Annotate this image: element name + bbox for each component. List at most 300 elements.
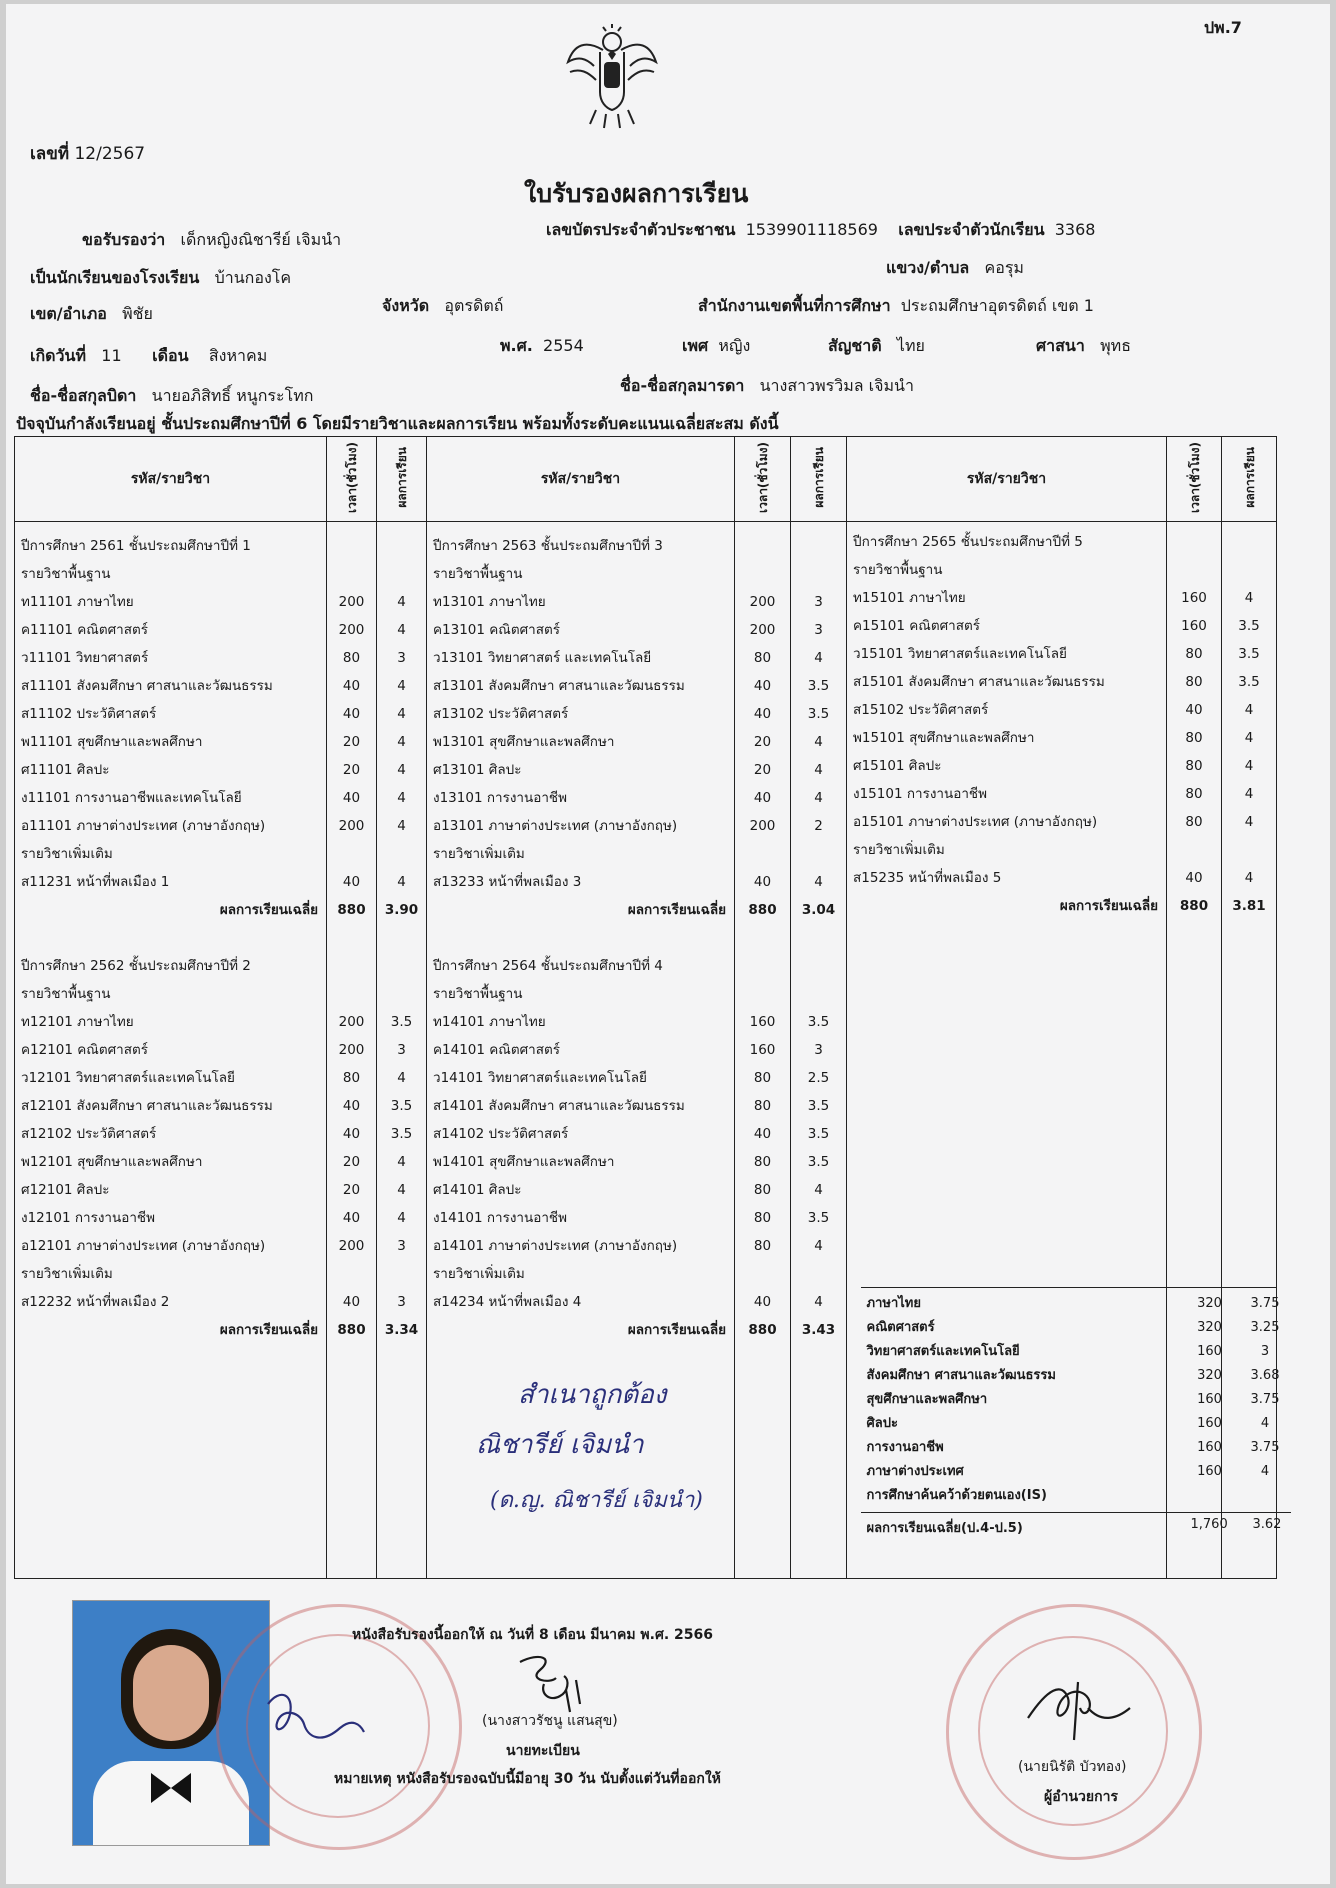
- subject-row: ปีการศึกษา 2563 ชั้นประถมศึกษาปีที่ 3: [433, 538, 663, 554]
- student-name: เด็กหญิงณิชารีย์ เจิมนำ: [180, 230, 342, 249]
- grade-cell: 3: [397, 1294, 406, 1310]
- grade-cell: [377, 532, 426, 560]
- mother-line: [620, 374, 914, 399]
- subject-row: ส13233 หน้าที่พลเมือง 3: [433, 874, 582, 890]
- hours-cell: 40: [753, 1294, 772, 1310]
- subject-row: ท15101 ภาษาไทย: [853, 590, 966, 606]
- sex-value: หญิง: [718, 336, 751, 355]
- form-code: ปพ.7: [1204, 18, 1242, 37]
- grade-cell: 4: [397, 874, 406, 890]
- subject-row: [427, 924, 734, 952]
- grade-cell: 3: [397, 650, 406, 666]
- grade-cell: 3: [397, 1238, 406, 1254]
- subject-row: ส13102 ประวัติศาสตร์: [433, 706, 569, 722]
- doc-number: [30, 140, 145, 167]
- hours-cell: 80: [1185, 814, 1203, 830]
- director-signature-icon: [1018, 1668, 1138, 1748]
- director-name: (นายนิรัติ บัวทอง): [1018, 1759, 1127, 1775]
- summary-total-label: ผลการเรียนเฉลี่ย(ป.4-ป.5): [866, 1520, 1023, 1536]
- grade-cell: 4: [814, 790, 823, 806]
- grade-cell: 3.5: [1238, 646, 1260, 662]
- subject-row: พ14101 สุขศึกษาและพลศึกษา: [433, 1154, 615, 1170]
- religion-label: ศาสนา: [1036, 336, 1085, 355]
- grade-cell: 4: [814, 650, 823, 666]
- hours-cell: [735, 980, 790, 1008]
- grade-cell: 3.5: [807, 706, 830, 722]
- subject-row: ปีการศึกษา 2565 ชั้นประถมศึกษาปีที่ 5: [853, 534, 1083, 550]
- subject-row: อ12101 ภาษาต่างประเทศ (ภาษาอังกฤษ): [21, 1238, 266, 1254]
- grade-cell: 3: [814, 1042, 823, 1058]
- subject-row: รายวิชาพื้นฐาน: [433, 566, 523, 582]
- hours-cell: [327, 1260, 376, 1288]
- subject-row: รายวิชาพื้นฐาน: [21, 566, 111, 582]
- hours-cell: 160: [1181, 590, 1207, 606]
- hours-cell: 40: [753, 1126, 772, 1142]
- grade-cell: 4: [1244, 702, 1254, 718]
- handwritten-full-name: (ด.ญ. ณิชารีย์ เจิมนำ): [490, 1488, 703, 1513]
- grade-cell: 2: [814, 818, 823, 834]
- header-hours-2: เวลา(ชั่วโมง): [735, 437, 791, 522]
- hours-cell: 200: [749, 818, 776, 834]
- subject-row: รายวิชาเพิ่มเติม: [21, 846, 113, 862]
- grade-cell: 3.5: [807, 1098, 830, 1114]
- grade-cell: 4: [397, 678, 406, 694]
- summary-grade: 3.75: [1250, 1391, 1280, 1407]
- hours-cell: [735, 560, 790, 588]
- subject-row: ง12101 การงานอาชีพ: [21, 1210, 155, 1226]
- grade-cell: 3: [397, 1042, 406, 1058]
- summary-subject: ภาษาต่างประเทศ: [866, 1463, 964, 1479]
- summary-grade: 3: [1260, 1343, 1270, 1359]
- hours-cell: 880: [337, 902, 366, 918]
- summary-total-row: [861, 1512, 1291, 1539]
- hours-cell: 880: [337, 1322, 366, 1338]
- hours-cell: 20: [753, 734, 772, 750]
- grade-cell: 4: [397, 1182, 406, 1198]
- hours-cell: [1167, 836, 1221, 864]
- grade-cell: 4: [814, 874, 823, 890]
- summary-hours: 160: [1197, 1415, 1222, 1431]
- hours-cell: 160: [749, 1042, 776, 1058]
- hours-cell: 20: [342, 1182, 361, 1198]
- hours-cell: 40: [753, 874, 772, 890]
- registrar-title: นายทะเบียน: [506, 1743, 580, 1759]
- registrar-name: (นางสาวรัชนู แสนสุข): [482, 1713, 618, 1729]
- hours-cell: [327, 840, 376, 868]
- summary-hours: [1183, 1484, 1237, 1508]
- hours-cell: 80: [753, 1154, 772, 1170]
- province-value: อุตรดิตถ์: [444, 296, 504, 315]
- hours-cell: 20: [342, 734, 361, 750]
- summary-subject: สุขศึกษาและพลศึกษา: [866, 1391, 988, 1407]
- subject-row: ค12101 คณิตศาสตร์: [21, 1042, 148, 1058]
- grade-cell: 4: [397, 1210, 406, 1226]
- grade-cell: 4: [397, 594, 406, 610]
- hours-cell: 200: [749, 622, 776, 638]
- birth-year-line: [500, 334, 584, 359]
- garuda-emblem-icon: [566, 22, 658, 132]
- grade-cell: [1222, 556, 1276, 584]
- subject-row: ปีการศึกษา 2564 ชั้นประถมศึกษาปีที่ 4: [433, 958, 663, 974]
- certify-line: [82, 228, 341, 253]
- grade-cell: 4: [1244, 758, 1254, 774]
- hours-cell: 40: [1185, 870, 1203, 886]
- grade-cell: 4: [814, 1294, 823, 1310]
- hours-cell: 80: [1185, 730, 1203, 746]
- grade-cell: 3.43: [801, 1322, 836, 1338]
- subject-row: ศ12101 ศิลปะ: [21, 1182, 110, 1198]
- grade-cell: [377, 840, 426, 868]
- hours-cell: 80: [753, 1210, 772, 1226]
- header-hours-1: เวลา(ชั่วโมง): [327, 437, 377, 522]
- hours-cell: [735, 1260, 790, 1288]
- validity-note: หมายเหตุ หนังสือรับรองฉบับนี้มีอายุ 30 วัน นับตั้งแต่วันที่ออกให้: [334, 1771, 721, 1787]
- subject-row: ส13101 สังคมศึกษา ศาสนาและวัฒนธรรม: [433, 678, 685, 694]
- summary-total-hours: 1,760: [1190, 1516, 1228, 1532]
- subdistrict-label: แขวง/ตำบล: [886, 258, 970, 277]
- subject-row: ว12101 วิทยาศาสตร์และเทคโนโลยี: [21, 1070, 235, 1086]
- subject-row: ง15101 การงานอาชีพ: [853, 786, 987, 802]
- hours-cell: 40: [342, 1098, 361, 1114]
- birth-year-label: พ.ศ.: [500, 336, 533, 355]
- sex-line: [682, 334, 750, 359]
- id-line: [546, 218, 1095, 243]
- average-label: ผลการเรียนเฉลี่ย: [627, 902, 726, 918]
- hours-cell: 80: [342, 1070, 361, 1086]
- birth-line: [30, 344, 267, 369]
- grade-cell: 2.5: [807, 1070, 830, 1086]
- hours-cell: [735, 952, 790, 980]
- hours-cell: 40: [342, 1294, 361, 1310]
- registrar-signature-icon: [510, 1650, 590, 1714]
- summary-hours: 320: [1197, 1319, 1222, 1335]
- grade-cell: [791, 952, 846, 980]
- religion-line: [1036, 334, 1131, 359]
- summary-subject: ภาษาไทย: [866, 1295, 921, 1311]
- sex-label: เพศ: [682, 336, 709, 355]
- hours-cell: 200: [338, 622, 365, 638]
- school-line: [30, 266, 291, 291]
- subject-row: ปีการศึกษา 2561 ชั้นประถมศึกษาปีที่ 1: [21, 538, 251, 554]
- subject-row: ท14101 ภาษาไทย: [433, 1014, 546, 1030]
- grade-cell: 4: [1244, 730, 1254, 746]
- grade-cell: 3.5: [807, 1126, 830, 1142]
- father-line: [30, 384, 313, 409]
- grade-cell: 3.5: [1238, 674, 1260, 690]
- grade-cell: [377, 924, 426, 952]
- subject-row: อ13101 ภาษาต่างประเทศ (ภาษาอังกฤษ): [433, 818, 678, 834]
- hours-cell: [1167, 556, 1221, 584]
- subject-row: ปีการศึกษา 2562 ชั้นประถมศึกษาปีที่ 2: [21, 958, 251, 974]
- hours-cell: 160: [749, 1014, 776, 1030]
- hours-cell: 20: [342, 1154, 361, 1170]
- id-card-value: 1539901118569: [745, 220, 878, 239]
- school-value: บ้านกองโค: [214, 268, 292, 287]
- hours-cell: [735, 924, 790, 952]
- subject-row: พ11101 สุขศึกษาและพลศึกษา: [21, 734, 203, 750]
- summary-subject: คณิตศาสตร์: [866, 1319, 935, 1335]
- subject-row: ศ15101 ศิลปะ: [853, 758, 942, 774]
- subject-row: รายวิชาพื้นฐาน: [433, 986, 523, 1002]
- column-1-grades: [377, 522, 427, 1579]
- grade-cell: [1222, 836, 1276, 864]
- column-2-hours: [735, 522, 791, 1579]
- hours-cell: 200: [338, 1042, 365, 1058]
- hours-cell: [735, 532, 790, 560]
- grade-cell: 3.5: [807, 1210, 830, 1226]
- subject-row: ส11231 หน้าที่พลเมือง 1: [21, 874, 170, 890]
- grade-cell: 3.04: [801, 902, 836, 918]
- grade-cell: 4: [397, 818, 406, 834]
- grade-cell: 4: [397, 1154, 406, 1170]
- grade-cell: 3.5: [807, 678, 830, 694]
- summary-grade: 3.25: [1250, 1319, 1280, 1335]
- birth-year-value: 2554: [543, 336, 584, 355]
- area-office-line: [698, 294, 1094, 319]
- grade-cell: [1222, 528, 1276, 556]
- hours-cell: 40: [342, 678, 361, 694]
- student-no-label: เลขประจำตัวนักเรียน: [898, 220, 1045, 239]
- subject-row: รายวิชาเพิ่มเติม: [21, 1266, 113, 1282]
- summary-hours: 160: [1197, 1463, 1222, 1479]
- subject-row: ง11101 การงานอาชีพและเทคโนโลยี: [21, 790, 242, 806]
- grade-cell: [377, 1260, 426, 1288]
- summary-total-grade: 3.62: [1252, 1516, 1282, 1532]
- grade-cell: 3.5: [807, 1154, 830, 1170]
- header-subject-3: รหัส/รายวิชา: [847, 437, 1167, 522]
- hours-cell: 880: [1179, 898, 1209, 914]
- grade-cell: [791, 532, 846, 560]
- birth-month-label: เดือน: [152, 346, 189, 365]
- average-label: ผลการเรียนเฉลี่ย: [219, 902, 318, 918]
- subject-row: ว15101 วิทยาศาสตร์และเทคโนโลยี: [853, 646, 1067, 662]
- header-subject-1: รหัส/รายวิชา: [15, 437, 327, 522]
- subject-row: อ11101 ภาษาต่างประเทศ (ภาษาอังกฤษ): [21, 818, 266, 834]
- id-card-label: เลขบัตรประจำตัวประชาชน: [546, 220, 736, 239]
- subject-row: รายวิชาเพิ่มเติม: [433, 846, 525, 862]
- father-label: ชื่อ-ชื่อสกุลบิดา: [30, 386, 137, 405]
- header-grade-1: ผลการเรียน: [377, 437, 427, 522]
- grade-cell: 4: [1244, 590, 1254, 606]
- column-2-grades: [791, 522, 847, 1579]
- hours-cell: 880: [748, 902, 777, 918]
- grade-cell: 4: [814, 734, 823, 750]
- grade-cell: 4: [397, 762, 406, 778]
- grade-cell: 3.34: [384, 1322, 419, 1338]
- grade-cell: 4: [397, 706, 406, 722]
- header-hours-3: เวลา(ชั่วโมง): [1167, 437, 1222, 522]
- district-value: พิชัย: [122, 304, 153, 323]
- subject-row: พ15101 สุขศึกษาและพลศึกษา: [853, 730, 1035, 746]
- father-value: นายอภิสิทธิ์ หนูกระโทก: [151, 386, 314, 405]
- subject-row: ส14234 หน้าที่พลเมือง 4: [433, 1294, 582, 1310]
- hours-cell: 200: [338, 1238, 365, 1254]
- subject-row: ค13101 คณิตศาสตร์: [433, 622, 560, 638]
- page-title: ใบรับรองผลการเรียน: [524, 179, 749, 208]
- summary-subject: การงานอาชีพ: [866, 1439, 944, 1455]
- nationality-line: [828, 334, 925, 359]
- header-subject-2: รหัส/รายวิชา: [427, 437, 735, 522]
- header-grade-3: ผลการเรียน: [1222, 437, 1277, 522]
- grade-cell: 4: [1244, 786, 1254, 802]
- subject-row: ส15102 ประวัติศาสตร์: [853, 702, 989, 718]
- summary-grade: 4: [1260, 1415, 1270, 1431]
- hours-cell: [327, 924, 376, 952]
- hours-cell: 40: [753, 706, 772, 722]
- subject-row: รายวิชาพื้นฐาน: [21, 986, 111, 1002]
- director-title: ผู้อำนวยการ: [1044, 1789, 1118, 1805]
- subject-row: ง14101 การงานอาชีพ: [433, 1210, 567, 1226]
- hours-cell: 200: [338, 1014, 365, 1030]
- header-grade-2: ผลการเรียน: [791, 437, 847, 522]
- religion-value: พุทธ: [1100, 336, 1131, 355]
- grade-cell: 4: [814, 762, 823, 778]
- nationality-value: ไทย: [896, 336, 925, 355]
- grade-cell: 3: [814, 622, 823, 638]
- hours-cell: 40: [1185, 702, 1203, 718]
- birth-month-value: สิงหาคม: [208, 346, 268, 365]
- subject-row: รายวิชาพื้นฐาน: [853, 562, 943, 578]
- summary-grade: 4: [1260, 1463, 1270, 1479]
- area-office-label: สำนักงานเขตพื้นที่การศึกษา: [698, 296, 891, 315]
- hours-cell: 40: [753, 790, 772, 806]
- birth-day-label: เกิดวันที่: [30, 346, 87, 365]
- area-office-value: ประถมศึกษาอุตรดิตถ์ เขต 1: [900, 296, 1094, 315]
- birth-day-value: 11: [101, 346, 122, 365]
- certify-label: ขอรับรองว่า: [82, 230, 166, 249]
- subject-row: ส11102 ประวัติศาสตร์: [21, 706, 157, 722]
- subject-row: ค11101 คณิตศาสตร์: [21, 622, 148, 638]
- grade-cell: 3.81: [1232, 898, 1266, 914]
- hours-cell: 880: [748, 1322, 777, 1338]
- hours-cell: [1167, 528, 1221, 556]
- hours-cell: 20: [753, 762, 772, 778]
- mother-value: นางสาวพรวิมล เจิมนำ: [759, 376, 914, 395]
- grade-cell: 3.90: [384, 902, 419, 918]
- hours-cell: 200: [749, 594, 776, 610]
- grade-cell: [791, 980, 846, 1008]
- column-1-hours: [327, 522, 377, 1579]
- summary-hours: 160: [1197, 1343, 1222, 1359]
- grade-cell: 4: [1244, 870, 1254, 886]
- photo-signature-icon: [260, 1684, 370, 1754]
- hours-cell: 80: [1185, 786, 1203, 802]
- summary-hours: 160: [1197, 1439, 1222, 1455]
- summary-grade: [1238, 1484, 1293, 1508]
- summary-block: [861, 1287, 1282, 1540]
- hours-cell: 160: [1181, 618, 1207, 634]
- certificate-page: [6, 4, 1330, 1884]
- hours-cell: [327, 952, 376, 980]
- subject-row: ท12101 ภาษาไทย: [21, 1014, 134, 1030]
- grade-cell: [377, 560, 426, 588]
- hours-cell: 80: [753, 1070, 772, 1086]
- mother-label: ชื่อ-ชื่อสกุลมารดา: [620, 376, 745, 395]
- hours-cell: 80: [1185, 646, 1203, 662]
- subject-row: ส11101 สังคมศึกษา ศาสนาและวัฒนธรรม: [21, 678, 273, 694]
- subject-row: ส12232 หน้าที่พลเมือง 2: [21, 1294, 170, 1310]
- grade-cell: [377, 952, 426, 980]
- grade-cell: 3.5: [390, 1098, 413, 1114]
- column-2-subjects: [427, 522, 735, 1579]
- summary-subject: ศิลปะ: [866, 1415, 898, 1431]
- average-label: ผลการเรียนเฉลี่ย: [1059, 898, 1158, 914]
- subject-row: ส15101 สังคมศึกษา ศาสนาและวัฒนธรรม: [853, 674, 1105, 690]
- subject-row: ส12101 สังคมศึกษา ศาสนาและวัฒนธรรม: [21, 1098, 273, 1114]
- subject-row: ศ14101 ศิลปะ: [433, 1182, 522, 1198]
- grade-cell: 4: [397, 790, 406, 806]
- subject-row: ท13101 ภาษาไทย: [433, 594, 546, 610]
- hours-cell: 40: [342, 874, 361, 890]
- subject-row: ว14101 วิทยาศาสตร์และเทคโนโลยี: [433, 1070, 647, 1086]
- summary-hours: 320: [1197, 1295, 1222, 1311]
- grade-cell: 4: [397, 734, 406, 750]
- hours-cell: [327, 560, 376, 588]
- hours-cell: 200: [338, 818, 365, 834]
- subject-row: ง13101 การงานอาชีพ: [433, 790, 567, 806]
- subject-row: ส14102 ประวัติศาสตร์: [433, 1126, 569, 1142]
- summary-grade: 3.75: [1250, 1295, 1280, 1311]
- grade-cell: 3.5: [390, 1126, 413, 1142]
- subject-row: [15, 924, 326, 952]
- hours-cell: 40: [342, 1210, 361, 1226]
- hours-cell: 80: [753, 1098, 772, 1114]
- subject-row: ส15235 หน้าที่พลเมือง 5: [853, 870, 1002, 886]
- summary-grade: 3.75: [1250, 1439, 1280, 1455]
- subject-row: ท11101 ภาษาไทย: [21, 594, 134, 610]
- subject-row: อ14101 ภาษาต่างประเทศ (ภาษาอังกฤษ): [433, 1238, 678, 1254]
- district-label: เขต/อำเภอ: [30, 304, 107, 323]
- grade-cell: 4: [814, 1182, 823, 1198]
- province-line: [382, 294, 503, 319]
- column-1-subjects: [15, 522, 327, 1579]
- school-label: เป็นนักเรียนของโรงเรียน: [30, 268, 200, 287]
- subject-row: พ12101 สุขศึกษาและพลศึกษา: [21, 1154, 203, 1170]
- hours-cell: 80: [342, 650, 361, 666]
- subdistrict-line: [886, 256, 1024, 281]
- district-line: [30, 302, 153, 327]
- current-status: ปัจจุบันกำลังเรียนอยู่ ชั้นประถมศึกษาปีที่ 6 โดยมีรายวิชาและผลการเรียน พร้อมทั้งระดับคะแนนเฉลี่ยสะสม ดังนี้: [16, 414, 779, 433]
- grade-cell: [377, 980, 426, 1008]
- grade-cell: 3.5: [807, 1014, 830, 1030]
- grade-cell: [791, 924, 846, 952]
- hours-cell: 80: [753, 1182, 772, 1198]
- hours-cell: 80: [753, 650, 772, 666]
- grade-cell: [791, 840, 846, 868]
- subject-row: อ15101 ภาษาต่างประเทศ (ภาษาอังกฤษ): [853, 814, 1098, 830]
- subject-row: รายวิชาเพิ่มเติม: [853, 842, 945, 858]
- summary-subject: วิทยาศาสตร์และเทคโนโลยี: [866, 1343, 1020, 1359]
- subject-row: ศ13101 ศิลปะ: [433, 762, 522, 778]
- grade-cell: [791, 560, 846, 588]
- summary-grade: 3.68: [1250, 1367, 1280, 1383]
- grade-cell: 3: [814, 594, 823, 610]
- grade-cell: 4: [397, 1070, 406, 1086]
- subject-row: ว11101 วิทยาศาสตร์: [21, 650, 149, 666]
- hours-cell: 80: [753, 1238, 772, 1254]
- summary-subject: การศึกษาค้นคว้าด้วยตนเอง(IS): [866, 1487, 1047, 1503]
- subdistrict-value: คอรุม: [984, 258, 1024, 277]
- hours-cell: [327, 532, 376, 560]
- subject-row: ส12102 ประวัติศาสตร์: [21, 1126, 157, 1142]
- hours-cell: 200: [338, 594, 365, 610]
- hours-cell: 40: [753, 678, 772, 694]
- grade-cell: 3.5: [390, 1014, 413, 1030]
- summary-subject: สังคมศึกษา ศาสนาและวัฒนธรรม: [866, 1367, 1056, 1383]
- subject-row: รายวิชาเพิ่มเติม: [433, 1266, 525, 1282]
- nationality-label: สัญชาติ: [828, 336, 882, 355]
- doc-number-value: 12/2567: [74, 144, 146, 164]
